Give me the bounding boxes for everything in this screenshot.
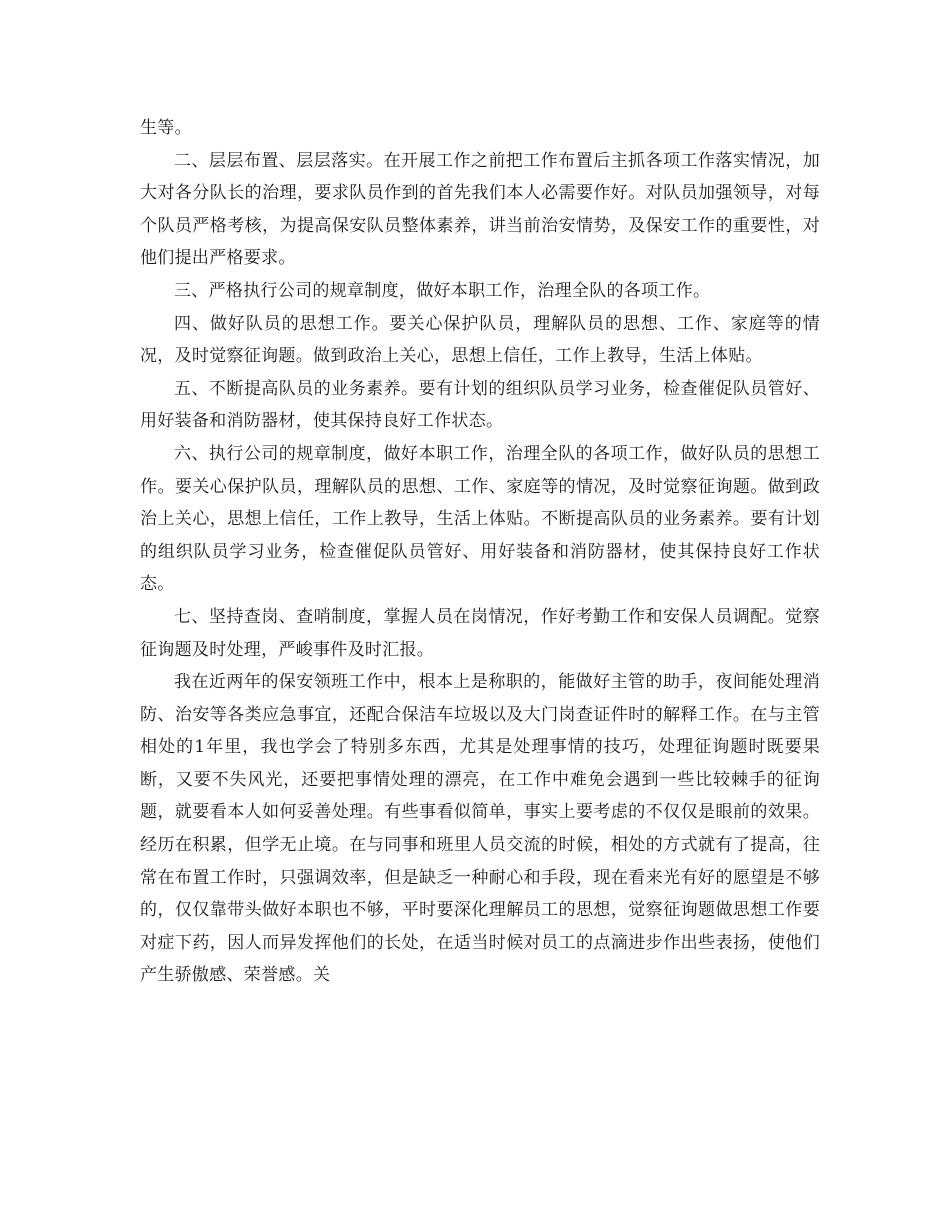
paragraph-4: 五、不断提高队员的业务素养。要有计划的组织队员学习业务，检查催促队员管好、用好装备和消防器材，使其保持良好工作状态。 [140, 378, 820, 432]
document-body [140, 112, 820, 992]
paragraph-2: 三、严格执行公司的规章制度，做好本职工作，治理全队的各项工作。 [174, 280, 711, 301]
paragraph-1: 二、层层布置、层层落实。在开展工作之前把工作布置后主抓各项工作落实情况，加大对各分队长的治理，要求队员作到的首先我们本人必需要作好。对队员加强领导，对每个队员严格考核，为提高保安队员整体素养，讲当前治安情势，及保安工作的重要性，对他们提出严格要求。 [140, 150, 820, 269]
paragraph-3: 四、做好队员的思想工作。要关心保护队员，理解队员的思想、工作、家庭等的情况，及时觉察征询题。做到政治上关心，思想上信任，工作上教导，生活上体贴。 [140, 313, 820, 367]
paragraph-0: 生等。 [140, 118, 192, 138]
paragraph-5: 六、执行公司的规章制度，做好本职工作，治理全队的各项工作，做好队员的思想工作。要关心保护队员，理解队员的思想、工作、家庭等的情况，及时觉察征询题。做到政治上关心，思想上信任，工作上教导，生活上体贴。不断提高队员的业务素养。要有计划的组织队员学习业务，检查催促队员管好、用好装备和消防器材，使其保持良好工作状态。 [140, 443, 820, 595]
paragraph-6: 七、坚持查岗、查哨制度，掌握人员在岗情况，作好考勤工作和安保人员调配。觉察征询题及时处理，严峻事件及时汇报。 [140, 606, 820, 660]
paragraph-7: 我在近两年的保安领班工作中，根本上是称职的，能做好主管的助手，夜间能处理消防、治安等各类应急事宜，还配合保洁车垃圾以及大门岗查证件时的解释工作。在与主管相处的1年里，我也学会了特别多东西，尤其是处理事情的技巧，处理征询题时既要果断，又要不失风光，还要把事情处理的漂亮，在工作中难免会遇到一些比较棘手的征询题，就要看本人如何妥善处理。有些事看似简单，事实上要考虑的不仅仅是眼前的效果。经历在积累，但学无止境。在与同事和班里人员交流的时候，相处的方式就有了提高，往常在布置工作时，只强调效率，但是缺乏一种耐心和手段，现在看来光有好的愿望是不够的，仅仅靠带头做好本职也不够，平时要深化理解员工的思想，觉察征询题做思想工作要对症下药，因人而异发挥他们的长处，在适当时候对员工的点滴进步作出些表扬，使他们产生骄傲感、荣誉感。关 [140, 672, 820, 986]
